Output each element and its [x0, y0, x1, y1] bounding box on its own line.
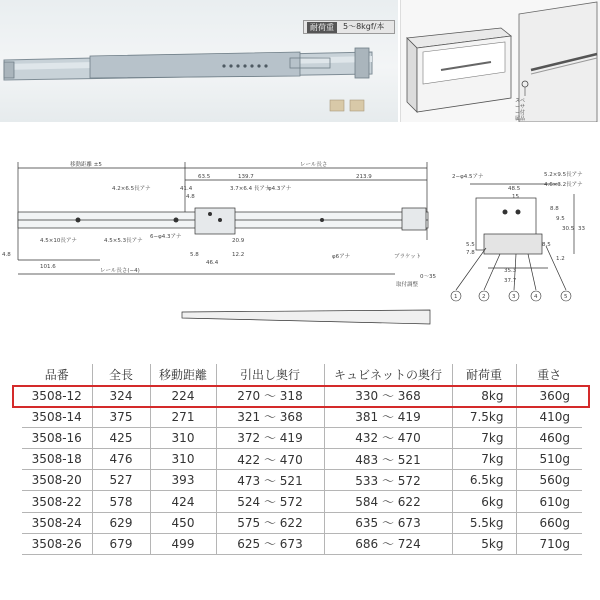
dim-20-9: 20.9 — [232, 238, 245, 244]
header-weight: 重さ — [516, 364, 582, 385]
cell-drawer-depth: 524 ～ 572 — [216, 491, 324, 512]
cell-weight: 510g — [516, 449, 582, 470]
sec-dim-9-5: 9.5 — [556, 216, 565, 222]
dim-46-4: 46.4 — [206, 260, 219, 266]
sec-hole-46x32: 4.6×3.2長アナ — [544, 182, 583, 188]
table-row — [22, 533, 582, 554]
hole-label-6x43: 6−φ4.3アナ — [150, 234, 182, 240]
dim-41-4: 41.4 — [180, 186, 193, 192]
dim-12-2: 12.2 — [232, 252, 245, 258]
product-photo — [0, 0, 398, 122]
cell-cabinet-depth: 635 ～ 673 — [324, 512, 452, 533]
table-row — [22, 449, 582, 470]
hole-label-45x10: 4.5×10長アナ — [40, 238, 77, 244]
cell-total-length: 679 — [92, 533, 150, 554]
spec-table — [22, 364, 582, 555]
cell-load-capacity: 7kg — [452, 449, 516, 470]
table-row — [22, 470, 582, 491]
cell-load-capacity: 5.5kg — [452, 512, 516, 533]
sec-dim-5-5: 5.5 — [466, 242, 475, 248]
sec-dim-33: 33 — [578, 226, 585, 232]
dim-rail-length-minus4: レール長さ(−4) — [100, 268, 140, 274]
cell-load-capacity: 6kg — [452, 491, 516, 512]
header-part-number: 品番 — [22, 364, 92, 385]
mount-adjust-label: 取付調整 — [396, 282, 419, 288]
cell-load-capacity: 8kg — [452, 385, 516, 406]
cell-weight: 460g — [516, 427, 582, 448]
sec-dim-8-8: 8.8 — [550, 206, 559, 212]
cell-travel: 310 — [150, 427, 216, 448]
technical-drawing — [0, 150, 600, 350]
cell-travel: 499 — [150, 533, 216, 554]
adjust-range: 0〜35 — [420, 274, 436, 280]
cell-travel: 393 — [150, 470, 216, 491]
dim-4-8: 4.8 — [186, 194, 195, 200]
spacer-icon — [350, 100, 364, 111]
cell-weight: 660g — [516, 512, 582, 533]
cell-drawer-depth: 270 ～ 318 — [216, 385, 324, 406]
sec-dim-8-5: 8.5 — [542, 242, 551, 248]
callout-1: 1 — [454, 294, 458, 300]
cell-total-length: 629 — [92, 512, 150, 533]
table-row — [22, 512, 582, 533]
hole-label-37x64: 3.7×6.4 長アナ — [230, 186, 271, 192]
table-row — [22, 491, 582, 512]
cell-travel: 310 — [150, 449, 216, 470]
cell-total-length: 324 — [92, 385, 150, 406]
cell-part-number: 3508-22 — [22, 491, 92, 512]
cell-weight: 610g — [516, 491, 582, 512]
cell-weight: 710g — [516, 533, 582, 554]
dim-4-8-left: 4.8 — [2, 252, 11, 258]
cell-cabinet-depth: 584 ～ 622 — [324, 491, 452, 512]
cell-drawer-depth: 473 ～ 521 — [216, 470, 324, 491]
sec-hole-52x95: 5.2×9.5長アナ — [544, 172, 583, 178]
cell-drawer-depth: 625 ～ 673 — [216, 533, 324, 554]
sec-dim-15: 15 — [512, 194, 519, 200]
sec-dim-48-5: 48.5 — [508, 186, 521, 192]
cell-weight: 410g — [516, 406, 582, 427]
sec-dim-35-3: 35.3 — [504, 268, 517, 274]
cell-cabinet-depth: 686 ～ 724 — [324, 533, 452, 554]
cell-part-number: 3508-14 — [22, 406, 92, 427]
callout-3: 3 — [512, 294, 516, 300]
sec-dim-37-7: 37.7 — [504, 278, 517, 284]
dim-63-5: 63.5 — [198, 174, 211, 180]
load-capacity-badge — [303, 20, 395, 34]
header-load-capacity: 耐荷重 — [452, 364, 516, 385]
callout-5: 5 — [564, 294, 568, 300]
bracket-label: ブラケット — [394, 254, 422, 260]
table-row — [22, 385, 582, 406]
header-drawer-depth: 引出し奥行 — [216, 364, 324, 385]
cell-cabinet-depth: 432 ～ 470 — [324, 427, 452, 448]
cell-part-number: 3508-18 — [22, 449, 92, 470]
sec-dim-7-8: 7.8 — [466, 250, 475, 256]
cell-travel: 271 — [150, 406, 216, 427]
cell-total-length: 578 — [92, 491, 150, 512]
table-row — [22, 406, 582, 427]
cell-drawer-depth: 372 ～ 419 — [216, 427, 324, 448]
dim-5-8: 5.8 — [190, 252, 199, 258]
table-row — [22, 427, 582, 448]
dim-139-7: 139.7 — [238, 174, 254, 180]
cell-travel: 224 — [150, 385, 216, 406]
cell-drawer-depth: 321 ～ 368 — [216, 406, 324, 427]
callout-2: 2 — [482, 294, 486, 300]
cell-part-number: 3508-26 — [22, 533, 92, 554]
sec-dim-30-5: 30.5 — [562, 226, 575, 232]
cell-travel: 450 — [150, 512, 216, 533]
cell-drawer-depth: 575 ～ 622 — [216, 512, 324, 533]
hole-label-6: φ6アナ — [332, 254, 351, 260]
installation-illustration — [400, 0, 600, 122]
cell-total-length: 375 — [92, 406, 150, 427]
cell-cabinet-depth: 483 ～ 521 — [324, 449, 452, 470]
header-cabinet-depth: キュビネットの奥行 — [324, 364, 452, 385]
cell-total-length: 527 — [92, 470, 150, 491]
cell-load-capacity: 5kg — [452, 533, 516, 554]
cell-load-capacity: 7kg — [452, 427, 516, 448]
header-total-length: 全長 — [92, 364, 150, 385]
cell-weight: 360g — [516, 385, 582, 406]
sec-dim-1-2: 1.2 — [556, 256, 565, 262]
cell-part-number: 3508-24 — [22, 512, 92, 533]
cell-cabinet-depth: 330 ～ 368 — [324, 385, 452, 406]
cell-part-number: 3508-16 — [22, 427, 92, 448]
hole-label-43: φ4.3アナ — [268, 186, 292, 192]
cell-total-length: 425 — [92, 427, 150, 448]
hole-label-42x65: 4.2×6.5長アナ — [112, 186, 151, 192]
cell-cabinet-depth: 533 ～ 572 — [324, 470, 452, 491]
sec-hole-45: 2−φ4.5アナ — [452, 174, 484, 180]
cell-drawer-depth: 422 ～ 470 — [216, 449, 324, 470]
cell-part-number: 3508-20 — [22, 470, 92, 491]
cell-load-capacity: 6.5kg — [452, 470, 516, 491]
dim-213-9: 213.9 — [356, 174, 372, 180]
table-header-row — [22, 364, 582, 385]
load-badge-label: 耐荷重 — [307, 22, 337, 33]
dim-travel: 移動距離 ±5 — [70, 162, 102, 168]
dim-101-6: 101.6 — [40, 264, 56, 270]
cell-cabinet-depth: 381 ～ 419 — [324, 406, 452, 427]
cell-travel: 424 — [150, 491, 216, 512]
spacer-icon — [330, 100, 344, 111]
spacer-caption: スペーサー付属品 — [515, 98, 526, 122]
cell-load-capacity: 7.5kg — [452, 406, 516, 427]
cell-total-length: 476 — [92, 449, 150, 470]
header-travel: 移動距離 — [150, 364, 216, 385]
load-badge-value: 5～8kgf/本 — [343, 22, 385, 31]
callout-4: 4 — [534, 294, 538, 300]
hole-label-45x53: 4.5×5.3長アナ — [104, 238, 143, 244]
cell-weight: 560g — [516, 470, 582, 491]
slide-rail-illustration — [0, 0, 398, 122]
drawer-install-sketch — [401, 0, 600, 122]
cell-part-number: 3508-12 — [22, 385, 92, 406]
dim-rail-length: レール長さ — [300, 162, 328, 168]
